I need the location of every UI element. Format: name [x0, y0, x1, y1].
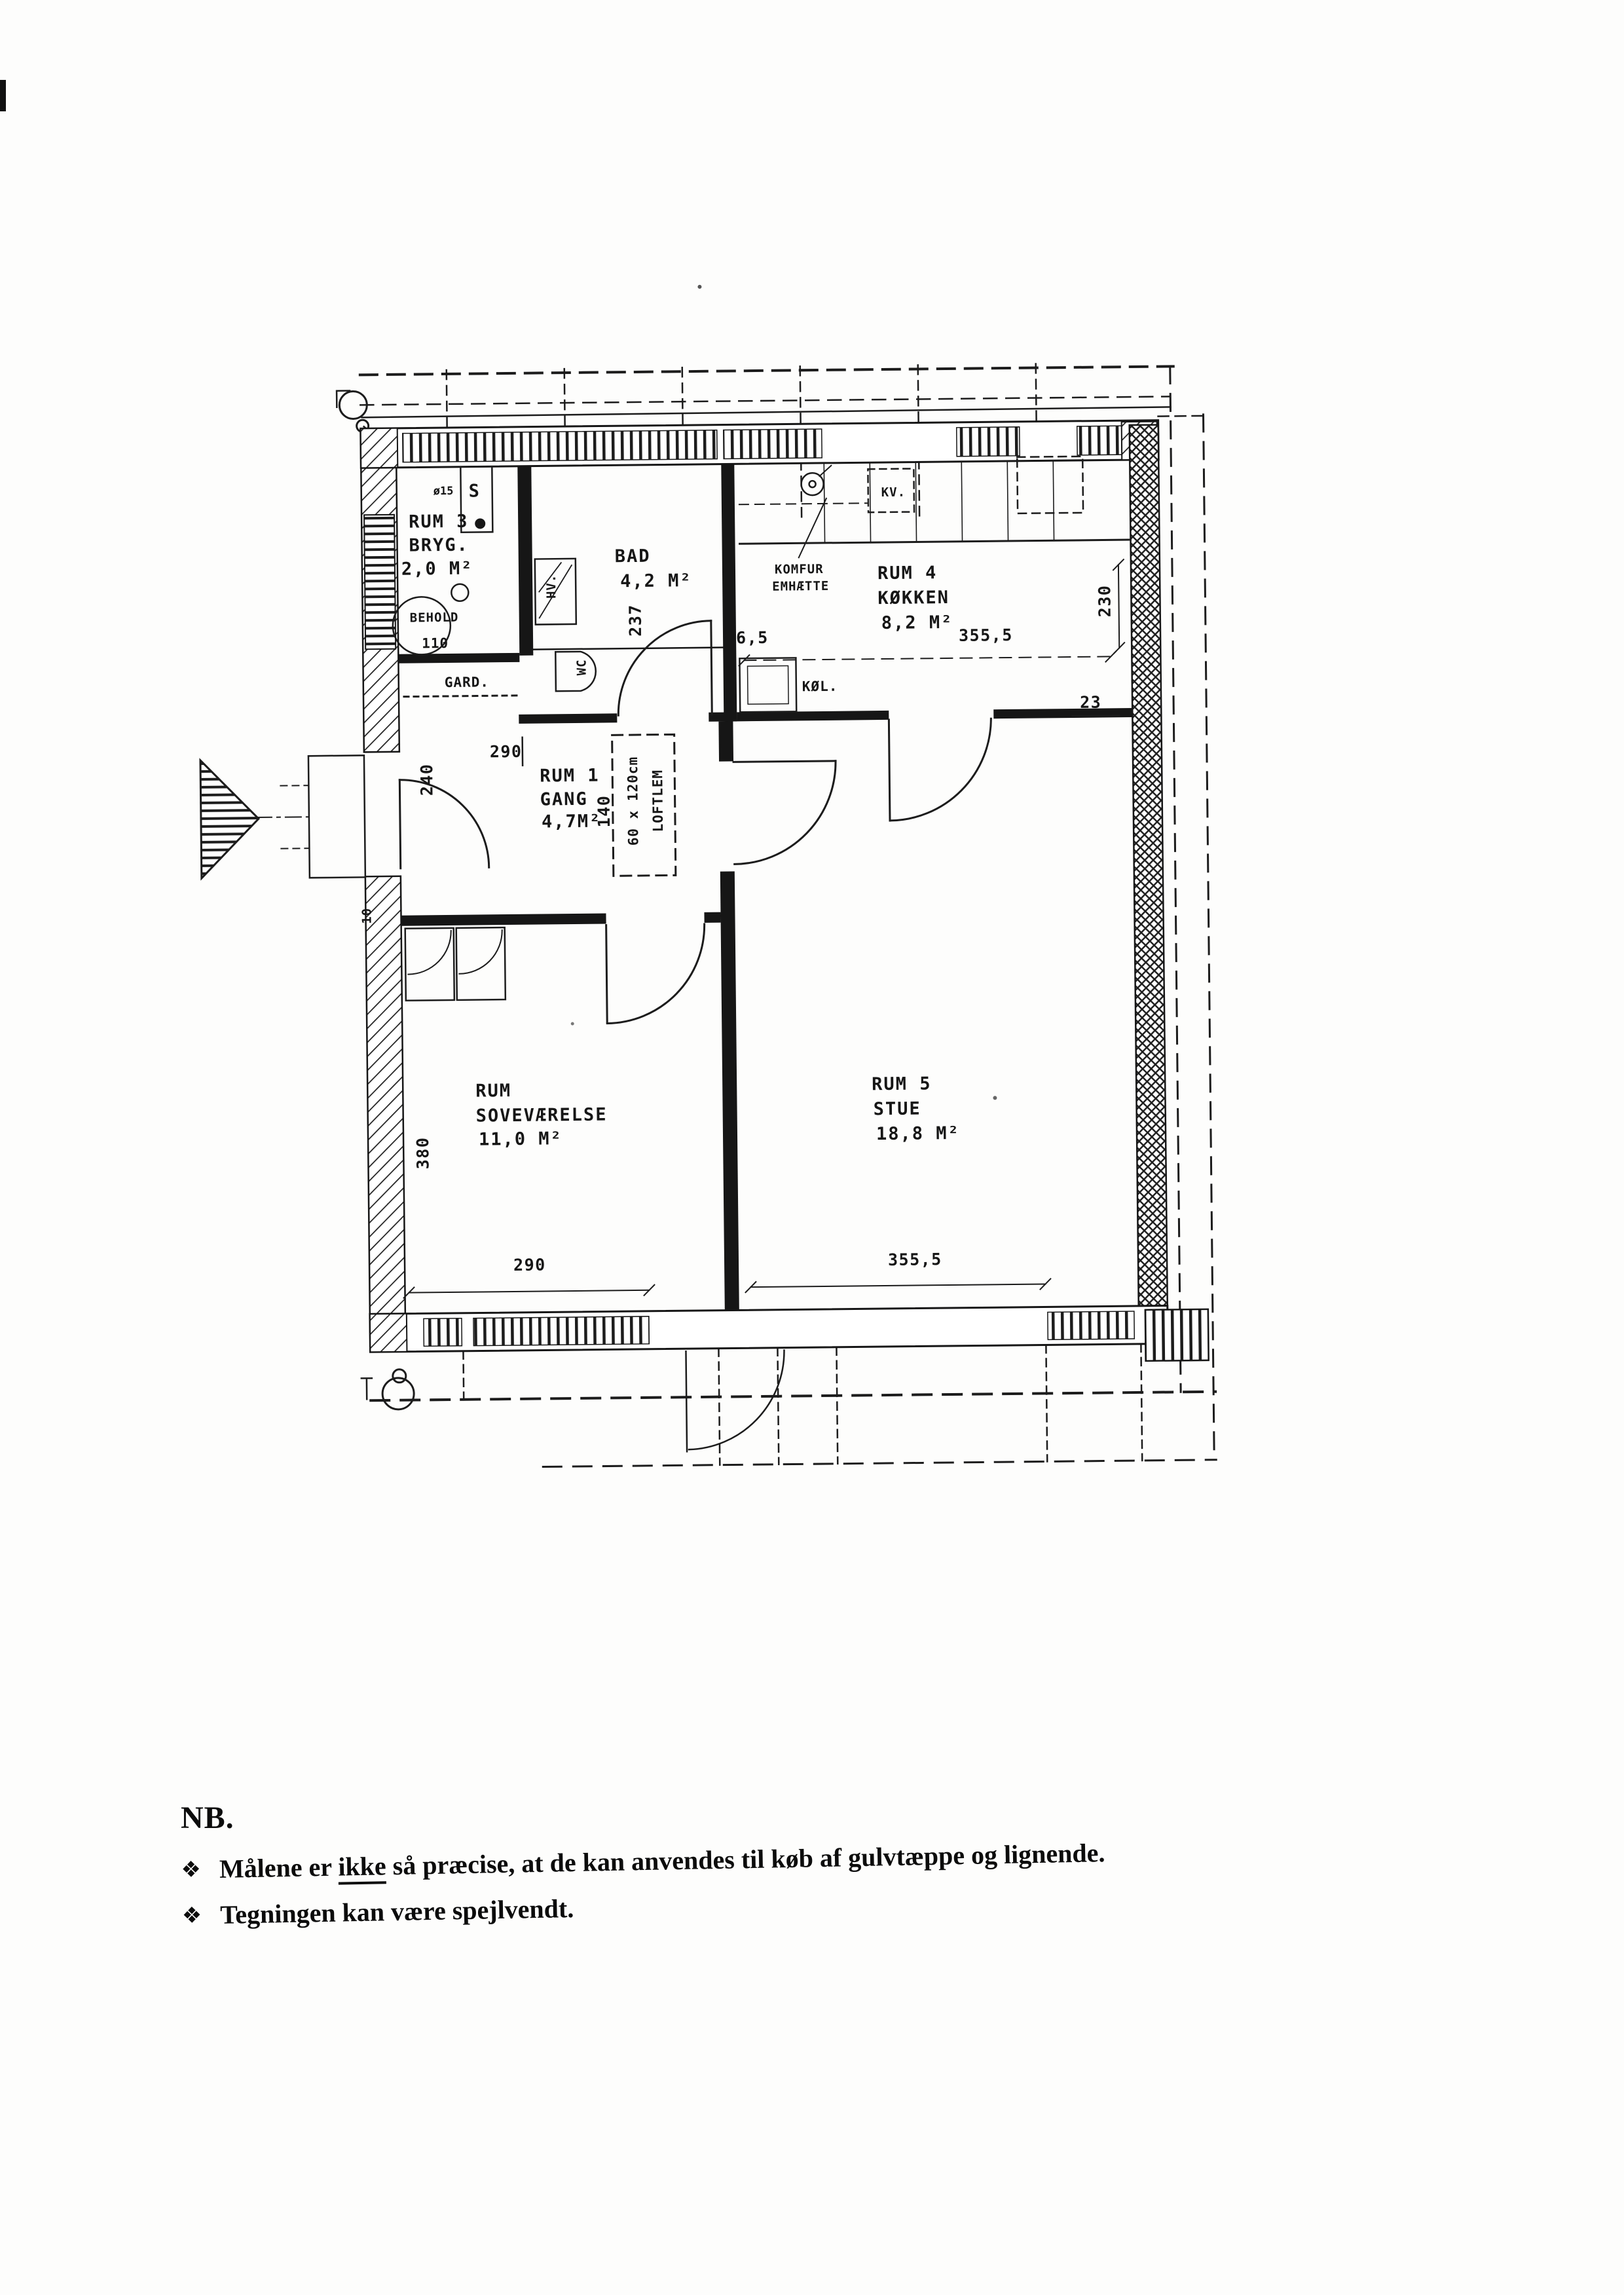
label-behold-value: 110: [421, 635, 449, 652]
door-leaf-gang-stue: [733, 761, 836, 762]
label-kokken-area: 8,2 M²: [881, 612, 953, 634]
notes-list: [181, 1833, 1295, 1933]
scan-artifacts: [563, 282, 997, 1104]
col-dash-b3: [777, 1348, 779, 1465]
komfur-leader: [798, 498, 827, 557]
cabinet-div-4: [961, 462, 962, 542]
note-item-text: Tegningen kan være spejlvendt.: [219, 1894, 574, 1930]
wall-sove-stue-upper: [718, 721, 733, 761]
dim-line-sove: [409, 1290, 650, 1293]
col-dash-b1: [463, 1351, 464, 1400]
note-item-text: [219, 1836, 1105, 1886]
closet-1: [405, 928, 454, 1001]
speck-1: [697, 285, 701, 289]
dim-10: 10: [360, 907, 375, 924]
entry-porch: [308, 755, 365, 878]
appliance-box-dashed: [1017, 457, 1083, 513]
col-dash-b2: [718, 1349, 720, 1465]
note1-pre: Målene er: [219, 1852, 339, 1884]
speck-2: [993, 1096, 997, 1100]
roof-dashed-bottom-1: [371, 1392, 1215, 1401]
door-arc-gang-sove: [606, 924, 706, 1024]
drain-bottom-left-small: [393, 1370, 406, 1383]
bad-fixture-line: [533, 648, 723, 650]
label-s: S: [468, 481, 481, 502]
label-sove-area: 11,0 M²: [478, 1129, 563, 1150]
door-arc-gang-stue: [733, 761, 837, 865]
top-corner-left: [361, 428, 398, 468]
door-leaf-entry: [399, 780, 400, 868]
roof-dashed-right-1: [1170, 366, 1181, 1392]
top-window-4: [1077, 426, 1122, 455]
label-loftlem: LOFTLEM: [650, 769, 667, 832]
dim-3555-top: 355,5: [958, 625, 1013, 645]
label-sove: SOVEVÆRELSE: [475, 1104, 608, 1127]
label-stue-area: 18,8 M²: [876, 1123, 960, 1145]
dim-line-230: [1118, 565, 1119, 648]
label-sove-rum: RUM: [475, 1080, 512, 1102]
bottom-outside-block: [1145, 1309, 1209, 1361]
door-arc-kokken-stue: [889, 718, 992, 821]
dim-line-kitchen: [744, 656, 1111, 660]
wall-gang-sove-right: [704, 912, 720, 923]
kitchen-sink-handle: [819, 466, 831, 476]
interior-walls: [396, 460, 1138, 1314]
note1-post: så præcise, at de kan anvendes til køb af gulvtæppe og lignende.: [386, 1838, 1105, 1881]
label-bad-area: 4,2 M²: [619, 570, 692, 592]
col-dash-b6: [1141, 1344, 1142, 1461]
dim-line-23: [1072, 715, 1119, 716]
notes-heading: NB.: [181, 1801, 234, 1835]
dim-23: 23: [1079, 692, 1102, 712]
diamond-bullet-icon: ❖: [181, 1856, 202, 1883]
dim-290-bottom: 290: [513, 1255, 546, 1275]
bottom-window-2: [473, 1316, 649, 1346]
closet-2: [456, 927, 506, 1000]
floor-drain: [451, 584, 468, 601]
cabinet-div-6: [1053, 460, 1054, 540]
door-arc-entry: [399, 779, 489, 868]
wall-kokken-stue-right: [993, 708, 1132, 718]
door-leaf-bad: [711, 621, 712, 715]
dim-65: 6,5: [735, 627, 769, 648]
note1-underlined-word: ikke: [338, 1851, 386, 1884]
roof-dashed-right-2: [1204, 415, 1215, 1460]
door-arc-terrace: [688, 1351, 785, 1450]
label-kv: KV.: [881, 485, 906, 500]
left-wall-window: [364, 515, 396, 649]
bottom-corner-left: [370, 1314, 407, 1353]
dimension-lines: [396, 559, 1132, 1298]
label-rum5: RUM 5: [872, 1073, 932, 1095]
dim-290-top: 290: [489, 741, 523, 762]
roof-dashed-top: [360, 366, 1173, 375]
label-rum3: RUM 3: [409, 511, 469, 532]
label-gang: GANG: [540, 789, 588, 810]
door-leaf-gang-sove: [606, 925, 608, 1022]
gard-front-dashed: [404, 696, 519, 697]
label-loftlem-size: 60 x 120cm: [624, 756, 642, 846]
door-leaf-kokken-stue: [889, 720, 890, 821]
wall-bad-kokken: [721, 464, 737, 721]
kol-box-inner: [748, 666, 789, 705]
room-labels: [401, 476, 960, 1151]
speck-3: [571, 1022, 574, 1025]
edge-mark: [0, 80, 6, 111]
top-window-1: [403, 430, 717, 462]
loftlem-box: [612, 734, 676, 876]
label-komfur: KOMFUR: [774, 561, 824, 577]
roof-dashed-mid: [360, 396, 1170, 405]
label-hv: HV.: [544, 574, 559, 599]
left-wall-lower: [365, 876, 405, 1341]
right-wall: [1130, 425, 1168, 1344]
kitchen-sink-drain: [809, 481, 816, 487]
label-gang-area: 4,7M²: [541, 811, 602, 832]
cabinet-div-5: [1007, 461, 1008, 541]
label-stue: STUE: [873, 1098, 921, 1120]
col-dash-b5: [1046, 1345, 1047, 1461]
entrance: [200, 755, 365, 879]
wall-sove-stue-lower: [720, 871, 739, 1310]
label-o15: ø15: [433, 484, 454, 498]
door-leaf-terrace: [686, 1351, 687, 1451]
roof-grid-v6: [1036, 364, 1037, 424]
cupboard-s-dot: [475, 518, 485, 529]
label-bryg-area: 2,0 M²: [401, 558, 473, 580]
col-dash-b4: [836, 1347, 838, 1464]
entrance-arrow-icon: [200, 760, 259, 878]
label-rum4: RUM 4: [877, 563, 938, 584]
closet-2-arc: [459, 930, 503, 974]
label-gard: GARD.: [444, 674, 490, 691]
roof-fascia-line: [361, 407, 1170, 417]
roof-grid-v3: [682, 367, 683, 428]
roof-dashed-bottom-2: [543, 1460, 1216, 1467]
note-item-measurements: [181, 1833, 1295, 1887]
counter-front: [740, 540, 1131, 544]
label-emhaette: EMHÆTTE: [772, 578, 830, 594]
top-window-3: [957, 427, 1020, 457]
wall-under-bad-left: [519, 713, 617, 724]
wall-bryg-bad: [517, 466, 533, 656]
notes-block: [181, 1800, 1294, 1945]
label-bryg: BRYG.: [409, 534, 469, 556]
sove-closets: [405, 927, 506, 1001]
roof-dashed-right-conn: [1158, 416, 1206, 417]
wall-gang-sove-left: [401, 913, 606, 925]
dim-237: 237: [625, 603, 646, 637]
counter-mid-dashed: [739, 503, 867, 504]
dim-230: 230: [1095, 584, 1115, 618]
bottom-window-1: [424, 1318, 462, 1347]
bottom-window-3: [1048, 1311, 1134, 1339]
label-kokken: KØKKEN: [877, 587, 950, 609]
closet-1-arc: [408, 931, 452, 975]
label-bad: BAD: [614, 546, 651, 567]
dim-3555-bottom: 355,5: [887, 1250, 942, 1269]
cabinet-div-3: [915, 462, 916, 542]
diamond-bullet-icon: ❖: [181, 1902, 202, 1929]
label-wc: WC: [574, 659, 589, 676]
dim-line-stue: [750, 1284, 1045, 1287]
roof-grid-v2: [564, 369, 565, 429]
dim-380: 380: [413, 1136, 433, 1170]
label-behold: BEHOLD: [409, 610, 459, 625]
dim-140: 140: [594, 794, 614, 828]
note-item-mirrored: [181, 1878, 1295, 1933]
dim-240: 240: [417, 763, 437, 796]
drain-bottom-left-bracket: [361, 1378, 372, 1399]
label-rum1: RUM 1: [540, 765, 600, 787]
top-window-2: [724, 429, 822, 459]
label-kol: KØL.: [802, 678, 838, 695]
